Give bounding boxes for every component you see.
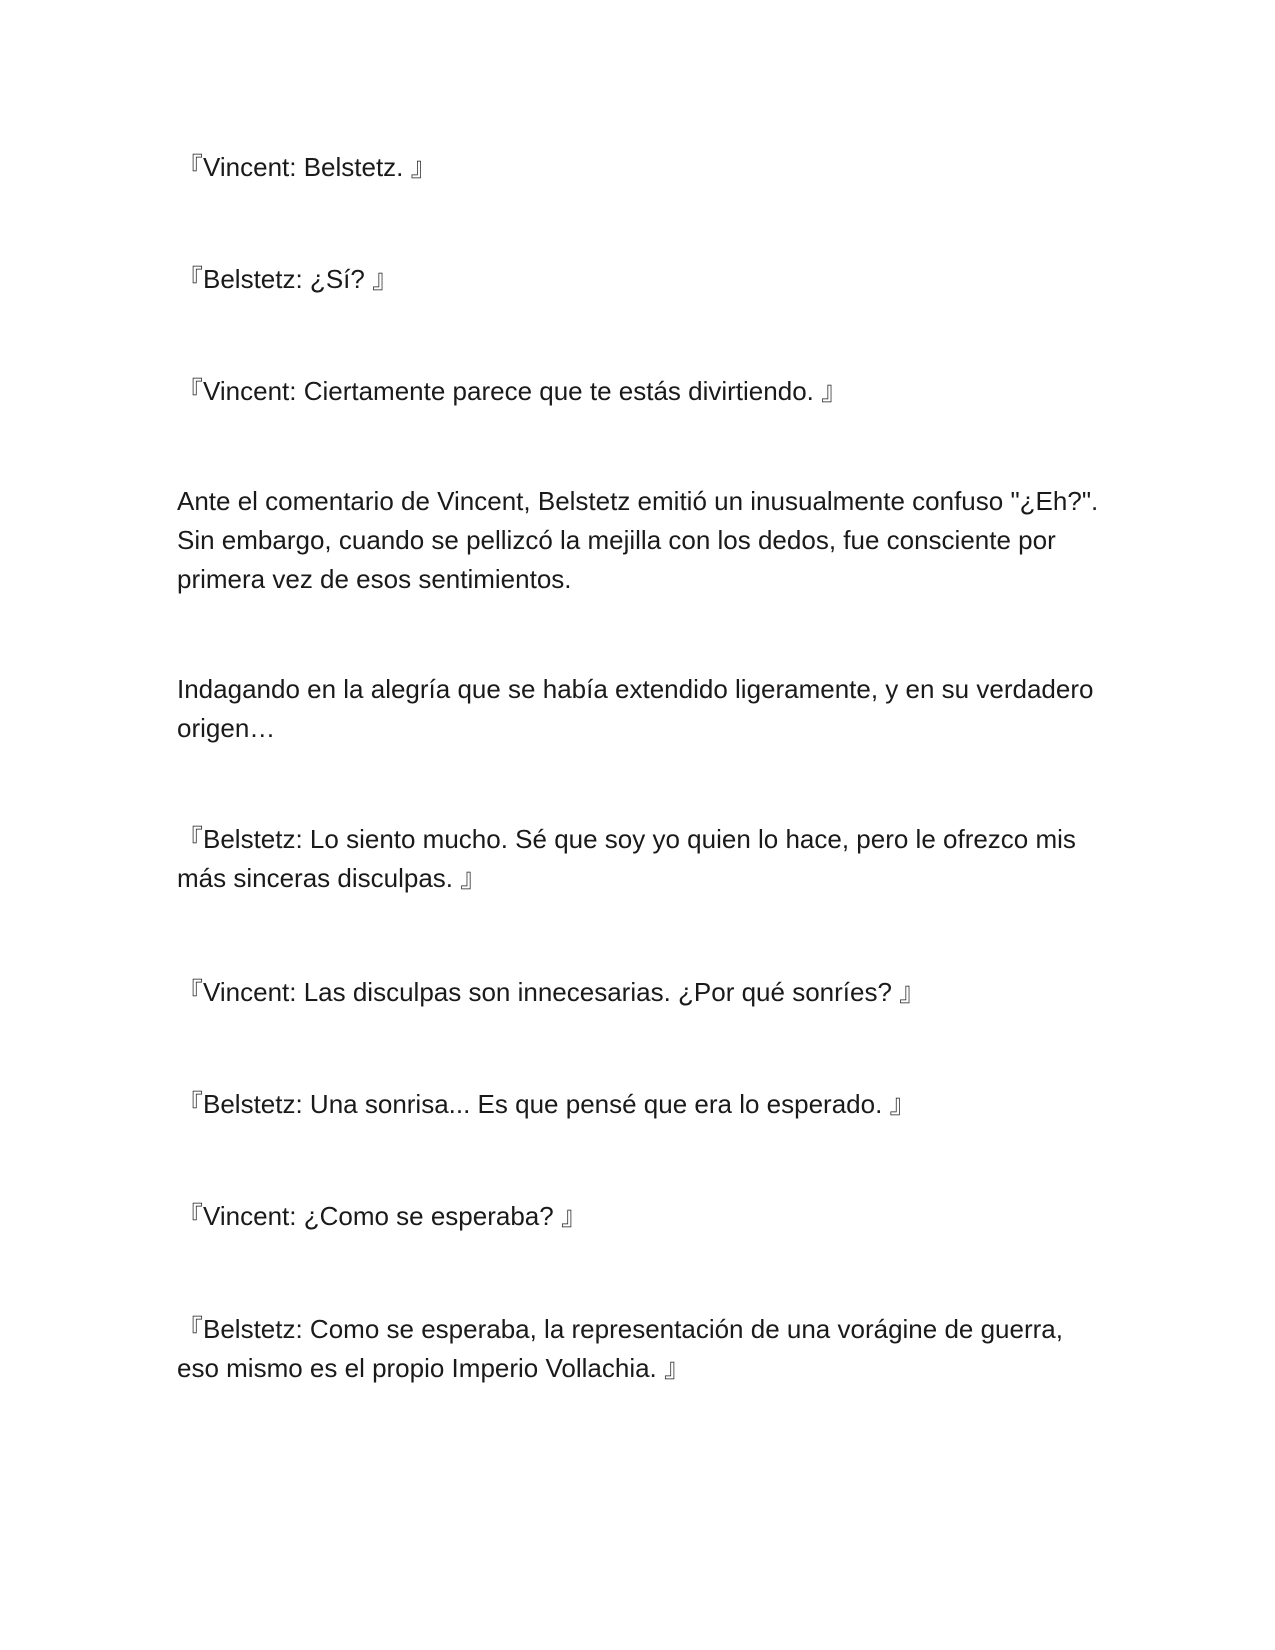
dialogue-line: 『Vincent: ¿Como se esperaba? 』 bbox=[177, 1201, 587, 1231]
dialogue-line: 『Vincent: Ciertamente parece que te estás divirtiendo. 』 bbox=[177, 376, 848, 406]
dialogue-line: 『Vincent: Belstetz. 』 bbox=[177, 152, 437, 182]
dialogue-line: 『Belstetz: ¿Sí? 』 bbox=[177, 264, 399, 294]
dialogue-line: 『Vincent: Las disculpas son innecesarias. ¿Por qué sonríes? 』 bbox=[177, 977, 926, 1007]
dialogue-line: 『Belstetz: Una sonrisa... Es que pensé que era lo esperado. 』 bbox=[177, 1089, 916, 1119]
narration-paragraph: Ante el comentario de Vincent, Belstetz emitió un inusualmente confuso "¿Eh?". Sin embargo, cuando se pellizcó la mejilla con los dedos, fue consciente por primera vez de esos sentimientos. bbox=[177, 486, 1099, 594]
dialogue-line: 『Belstetz: Como se esperaba, la representación de una vorágine de guerra, eso mismo es el propio Imperio Vollachia. 』 bbox=[177, 1314, 1063, 1383]
dialogue-line: 『Belstetz: Lo siento mucho. Sé que soy yo quien lo hace, pero le ofrezco mis más sinceras disculpas. 』 bbox=[177, 824, 1076, 893]
narration-paragraph: Indagando en la alegría que se había extendido ligeramente, y en su verdadero origen… bbox=[177, 674, 1094, 743]
